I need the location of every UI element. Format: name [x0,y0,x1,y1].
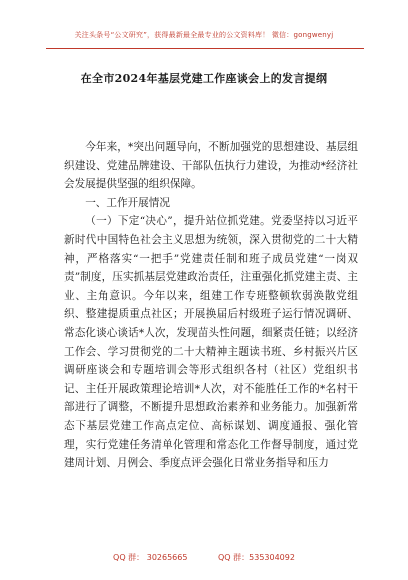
header-divider [46,48,364,49]
footer-qq-group-1: QQ 群： 30265665 [113,553,188,562]
footer-qq-group-2: QQ 群：535304092 [218,553,295,562]
footer-contact [0,552,408,563]
document-body [64,138,358,473]
document-title: 在全市2024年基层党建工作座谈会上的发言提纲 [80,72,328,85]
paragraph-section-1: （一）下定“决心”，提升站位抓党建。党委坚持以习近平新时代中国特色社会主义思想为统领，深入贯彻党的二十大精神，严格落实“一把手”党建责任制和班子成员党建“一岗双责”制度，压实抓基层党建政治责任，注重强化抓党建主责、主业、主角意识。今年以来，组建工作专班整顿软弱涣散党组织、整建提质重点社区；开展换届后村级班子运行情况调研、常态化谈心谈话*人次，发现苗头性问题，细紧责任链；以经济工作会、学习贯彻党的二十大精神主题读书班、乡村振兴片区调研座谈会和专题培训会等形式组织各村（社区）党组织书记、主任开展政策理论培训*人次，对不能胜任工作的*名村干部进行了调整，不断提升思想政治素养和业务能力。加强新常态下基层党建工作高点定位、高标谋划、调度通报、强化管理，实行党建任务清单化管理和常态化工作督导制度，通过党建周计划、月例会、季度点评会强化日常业务指导和压力 [64,215,358,470]
paragraph-intro: 今年来，*突出问题导向，不断加强党的思想建设、基层组织建设、党建品牌建设、干部队伍执行力建设，为推动*经济社会发展提供坚强的组织保障。 [64,141,358,191]
header-note: 关注头条号“公文研究”，获得最新最全最专业的公文资料库！ 微信：gongwenyj [74,31,334,39]
section-heading: 一、工作开展情况 [85,196,170,209]
